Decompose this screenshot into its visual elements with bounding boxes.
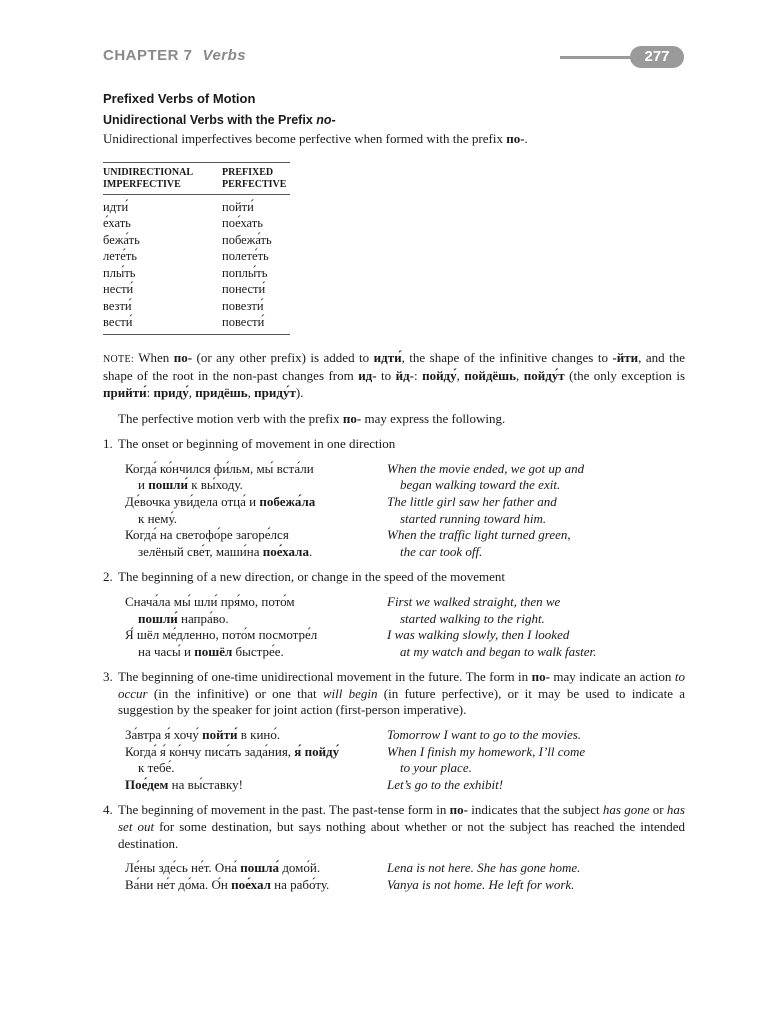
english-translation: When I finish my homework, I’ll come to your place. bbox=[387, 743, 586, 776]
english-translation: I was walking slowly, then I looked at my watch and began to walk faster. bbox=[387, 627, 597, 659]
english-translation: The little girl saw her father and started running toward him. bbox=[387, 493, 557, 526]
table-row: лете́ть полете́ть bbox=[103, 249, 269, 264]
example-pair bbox=[125, 877, 685, 894]
header-rule bbox=[560, 56, 640, 59]
russian-example: Пое́дем на вы́ставку! bbox=[125, 776, 244, 792]
example-pair bbox=[125, 744, 685, 777]
lead-paragraph: The perfective motion verb with the prefix по- may express the following. bbox=[118, 410, 506, 426]
page-number: 277 bbox=[630, 46, 684, 68]
page-content bbox=[103, 91, 685, 893]
russian-example: Ва́ни не́т до́ма. О́н пое́хал на рабо́ту. bbox=[125, 876, 330, 892]
table-row: вести́ повести́ bbox=[103, 314, 290, 334]
example-pair bbox=[125, 494, 685, 527]
russian-example: За́втра я́ хочу́ пойти́ в кино́. bbox=[125, 727, 281, 743]
intro-paragraph: Unidirectional imperfectives become perfective when formed with the prefix по-. bbox=[103, 131, 528, 147]
running-header bbox=[103, 47, 246, 64]
list-item: 3. The beginning of one-time unidirectional movement in the future. The form in по- may indicate an action to occur (in the infinitive) or one that will begin (in future perfective), or it may be used to indicate a suggestion by the speaker for joint action (first-person imperative). bbox=[103, 669, 685, 718]
example-pair bbox=[125, 594, 685, 627]
column-header-imperfective: UNIDIRECTIONAL IMPERFECTIVE bbox=[103, 162, 222, 194]
english-translation: Vanya is not home. He left for work. bbox=[387, 876, 575, 892]
table-row: идти́ пойти́ bbox=[103, 199, 254, 214]
example-pair bbox=[125, 627, 685, 660]
subsection-heading: Unidirectional Verbs with the Prefix no- bbox=[103, 112, 336, 127]
note-paragraph: NOTE: When по- (or any other prefix) is added to идти́, the shape of the infinitive changes to -йти, and the shape of the root in the non-past changes from ид- to йд-: пойду́, пойдёшь, пойду́т (the only exception is прийти́: приду́, придёшь, приду́т). bbox=[103, 349, 686, 400]
example-pair bbox=[125, 527, 685, 560]
example-pair bbox=[125, 860, 685, 877]
chapter-title: Verbs bbox=[202, 47, 247, 64]
english-translation: Let’s go to the exhibit! bbox=[387, 776, 504, 792]
table-row: плы́ть поплы́ть bbox=[103, 265, 268, 280]
list-item: 2. The beginning of a new direction, or change in the speed of the movement bbox=[103, 569, 505, 585]
russian-example: Когда́ ко́нчился фи́льм, мы́ вста́ли и пошли́ к вы́ходу. bbox=[125, 460, 314, 493]
english-translation: First we walked straight, then we started walking to the right. bbox=[387, 593, 561, 626]
list-item: 1. The onset or beginning of movement in one direction bbox=[103, 436, 396, 452]
table-row: везти́ повезти́ bbox=[103, 298, 264, 313]
column-header-perfective: PREFIXED PERFECTIVE bbox=[222, 162, 290, 194]
example-pair bbox=[125, 777, 685, 794]
russian-example: Де́вочка уви́дела отца́ и побежа́ла к нему́. bbox=[125, 493, 316, 526]
section-heading: Prefixed Verbs of Motion bbox=[103, 91, 256, 106]
english-translation: When the traffic light turned green, the car took off. bbox=[387, 527, 571, 559]
table-row: бежа́ть побежа́ть bbox=[103, 232, 272, 247]
example-pair bbox=[125, 727, 685, 744]
table-row: е́хать пое́хать bbox=[103, 216, 263, 231]
russian-example: Ле́ны зде́сь не́т. Она́ пошла́ домо́й. bbox=[125, 860, 321, 876]
english-translation: Lena is not here. She has gone home. bbox=[387, 860, 581, 876]
table-row: нести́ понести́ bbox=[103, 282, 266, 297]
list-item: 4. The beginning of movement in the past. The past-tense form in по- indicates that the subject has gone or has set out for some destination, but says nothing about whether or not the subject has reached the intended destination. bbox=[103, 802, 685, 851]
english-translation: Tomorrow I want to go to the movies. bbox=[387, 727, 582, 743]
example-pair bbox=[125, 461, 685, 494]
russian-example: Когда́ на светофо́ре загоре́лся зелёный све́т, маши́на пое́хала. bbox=[125, 527, 313, 559]
verb-table bbox=[103, 162, 290, 335]
russian-example: Когда́ я́ ко́нчу писа́ть зада́ния, я́ пойду́ к тебе́. bbox=[125, 743, 340, 776]
english-translation: When the movie ended, we got up and began walking toward the exit. bbox=[387, 460, 585, 493]
russian-example: Снача́ла мы́ шли́ пря́мо, пото́м пошли́ напра́во. bbox=[125, 593, 295, 626]
chapter-label: CHAPTER 7 bbox=[103, 47, 193, 64]
russian-example: Я́ шёл ме́дленно, пото́м посмотре́л на часы́ и пошёл быстре́е. bbox=[125, 627, 318, 659]
